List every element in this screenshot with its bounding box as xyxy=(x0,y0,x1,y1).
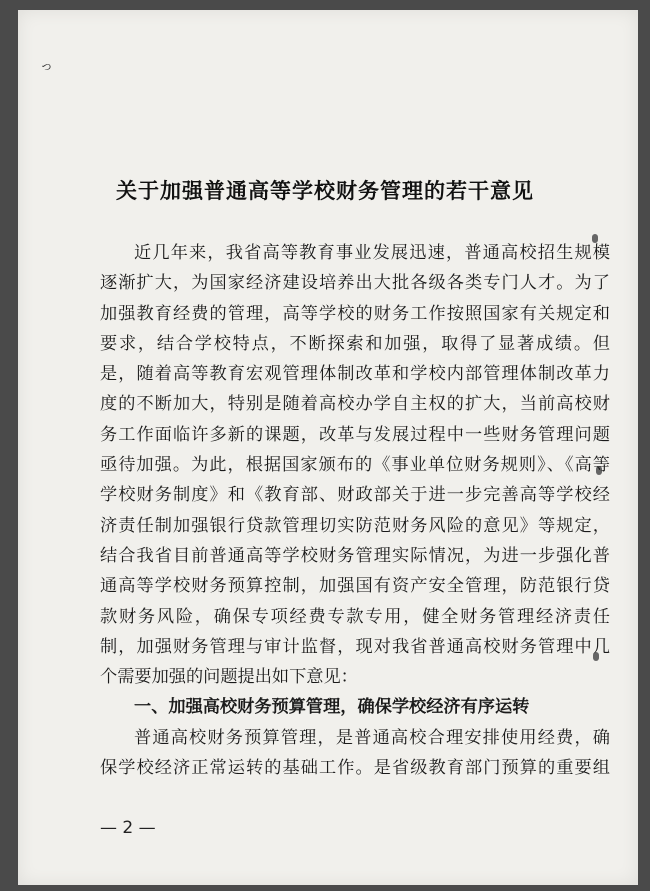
corner-mark: っ xyxy=(40,59,54,74)
paragraph1-line: 务工作面临许多新的课题，改革与发展过程中一些财务管理问题 xyxy=(100,424,610,445)
paragraph1-line: 亟待加强。为此，根据国家颁布的《事业单位财务规则》、《高等 xyxy=(100,455,610,476)
page-number: — 2 — xyxy=(100,818,156,838)
paragraph1-line: 结合我省目前普通高等学校财务管理实际情况，为进一步强化普 xyxy=(100,545,610,566)
paragraph1-line: 度的不断加大，特别是随着高校办学自主权的扩大，当前高校财 xyxy=(100,394,610,415)
document-body xyxy=(100,238,610,783)
paragraph1-line: 加强教育经费的管理，高等学校的财务工作按照国家有关规定和 xyxy=(100,303,610,324)
paragraph1-line: 逐渐扩大，为国家经济建设培养出大批各级各类专门人才。为了 xyxy=(100,273,610,294)
paragraph1-line: 学校财务制度》和《教育部、财政部关于进一步完善高等学校经 xyxy=(100,485,610,506)
paragraph1-line: 个需要加强的问题提出如下意见： xyxy=(100,667,358,688)
paragraph1-line: 制，加强财务管理与审计监督，现对我省普通高校财务管理中几 xyxy=(100,636,610,657)
section1-heading: 一、加强高校财务预算管理，确保学校经济有序运转 xyxy=(134,697,530,718)
paragraph1-line: 款财务风险，确保专项经费专款专用，健全财务管理经济责任 xyxy=(100,606,610,627)
paragraph2-line: 保学校经济正常运转的基础工作。是省级教育部门预算的重要组 xyxy=(100,758,610,779)
paragraph1-line: 济责任制加强银行贷款管理切实防范财务风险的意见》等规定， xyxy=(100,515,610,536)
paragraph1-line: 要求，结合学校特点，不断探索和加强，取得了显著成绩。但 xyxy=(100,333,610,354)
paragraph2-line: 普通高校财务预算管理，是普通高校合理安排使用经费，确 xyxy=(134,727,610,748)
paragraph1-line: 是，随着高等教育宏观管理体制改革和学校内部管理体制改革力 xyxy=(100,364,610,385)
document-title: 关于加强普通高等学校财务管理的若干意见 xyxy=(116,179,534,203)
paragraph1-line: 通高等学校财务预算控制，加强国有资产安全管理，防范银行贷 xyxy=(100,576,610,597)
paragraph1-line: 近几年来，我省高等教育事业发展迅速，普通高校招生规模 xyxy=(134,243,610,263)
